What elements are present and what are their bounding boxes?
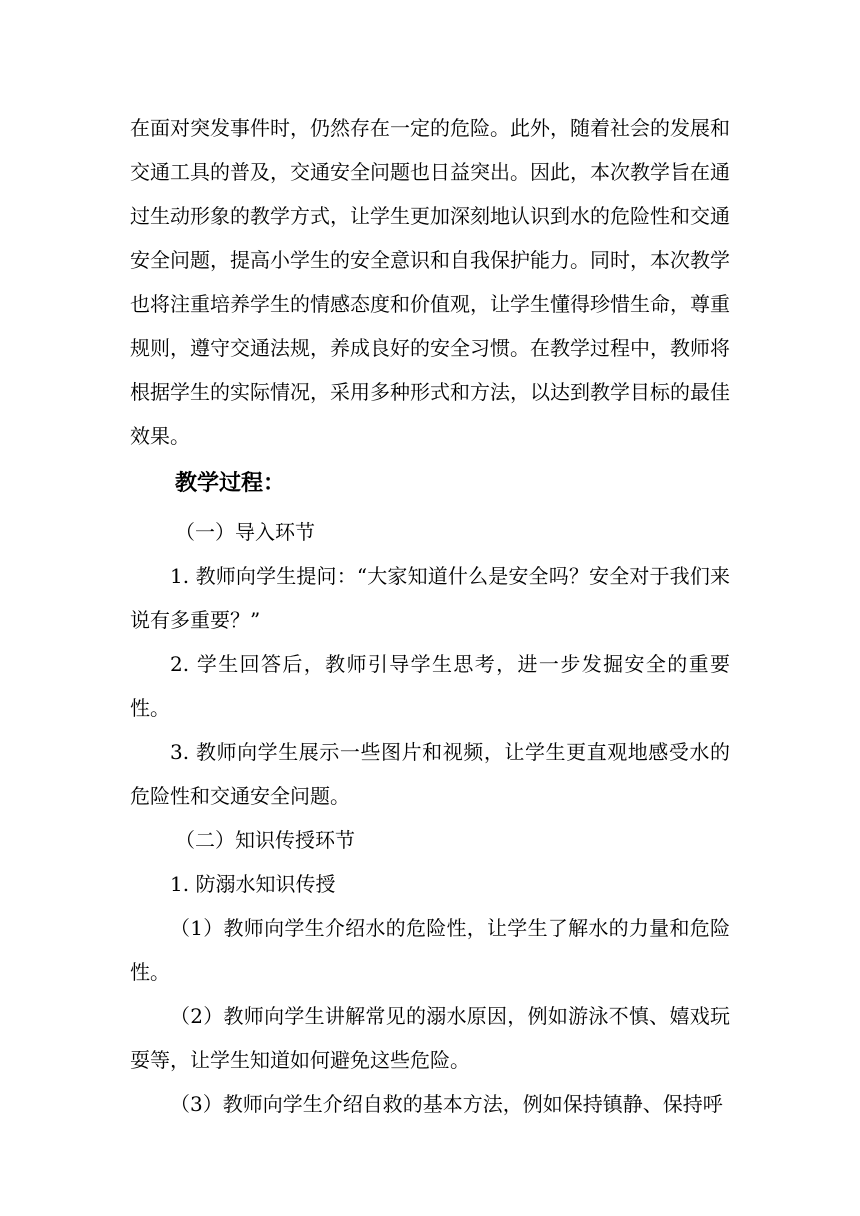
section-2-item-3: （3）教师向学生介绍自救的基本方法，例如保持镇静、保持呼: [170, 1092, 723, 1116]
document-body: [130, 106, 730, 1126]
section-1-item-3: 3. 教师向学生展示一些图片和视频，让学生更直观地感受水的危险性和交通安全问题。: [130, 740, 730, 808]
section-1-item-1: 1. 教师向学生提问：“大家知道什么是安全吗？安全对于我们来说有多重要？”: [130, 564, 730, 632]
section-1-item-2: 2. 学生回答后，教师引导学生思考，进一步发掘安全的重要性。: [130, 652, 730, 720]
section-2-title: （二）知识传授环节: [175, 828, 355, 852]
section-2-item-2: （2）教师向学生讲解常见的溺水原因，例如游泳不慎、嬉戏玩耍等，让学生知道如何避免这些危险。: [130, 1004, 730, 1072]
intro-paragraph: 在面对突发事件时，仍然存在一定的危险。此外，随着社会的发展和交通工具的普及，交通安全问题也日益突出。因此，本次教学旨在通过生动形象的教学方式，让学生更加深刻地认识到水的危险性和交通安全问题，提高小学生的安全意识和自我保护能力。同时，本次教学也将注重培养学生的情感态度和价值观，让学生懂得珍惜生命，尊重规则，遵守交通法规，养成良好的安全习惯。在教学过程中，教师将根据学生的实际情况，采用多种形式和方法，以达到教学目标的最佳效果。: [130, 116, 730, 448]
section-2-item-1: （1）教师向学生介绍水的危险性，让学生了解水的力量和危险性。: [130, 916, 730, 984]
section-heading: 教学过程：: [175, 471, 286, 496]
section-2-subtitle: 1. 防溺水知识传授: [170, 872, 336, 896]
section-1-title: （一）导入环节: [175, 520, 315, 544]
